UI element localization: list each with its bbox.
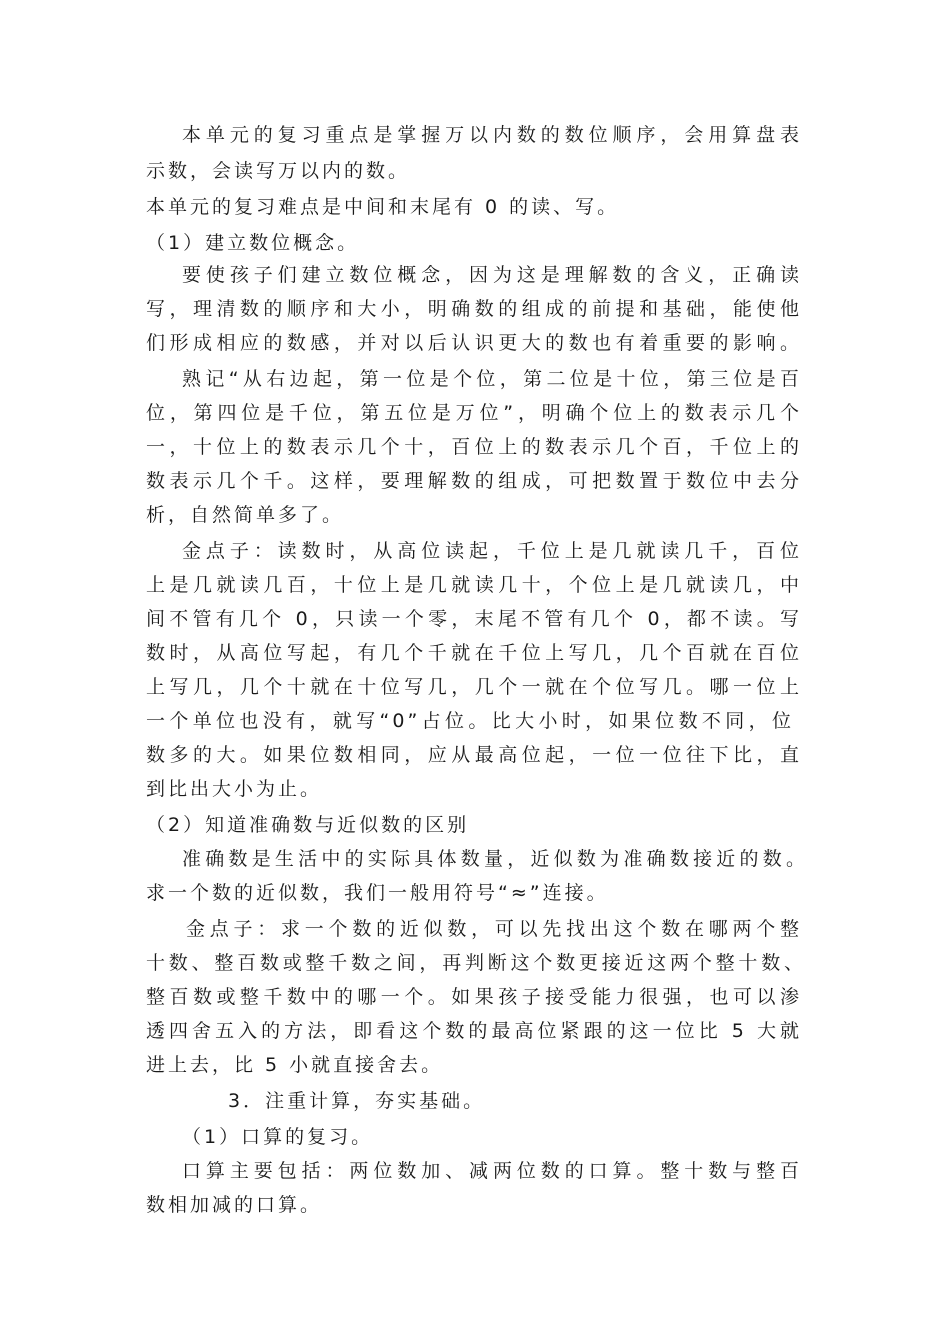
paragraph-line: 们形成相应的数感，并对以后认识更大的数也有着重要的影响。 <box>146 332 802 354</box>
paragraph-line: 整百数或整千数中的哪一个。如果孩子接受能力很强，也可以渗 <box>146 986 802 1008</box>
paragraph-line: 十数、整百数或整千数之间，再判断这个数更接近这两个整十数、 <box>146 952 806 974</box>
paragraph-line: 间不管有几个 0，只读一个零，末尾不管有几个 0，都不读。写 <box>146 608 802 630</box>
section-heading: 3．注重计算，夯实基础。 <box>228 1090 486 1112</box>
paragraph-line: 数相加减的口算。 <box>146 1194 323 1216</box>
paragraph-line: 示数，会读写万以内的数。 <box>146 160 411 182</box>
paragraph-line: 本单元的复习重点是掌握万以内数的数位顺序，会用算盘表 <box>182 124 802 146</box>
paragraph-line: 上是几就读几百，十位上是几就读几十，个位上是几就读几，中 <box>146 574 802 596</box>
paragraph-line: 透四舍五入的方法，即看这个数的最高位紧跟的这一位比 5 大就 <box>146 1020 802 1042</box>
section-heading: （1）口算的复习。 <box>182 1126 374 1148</box>
section-heading: （1）建立数位概念。 <box>146 232 360 254</box>
paragraph-line: 一个单位也没有，就写“0”占位。比大小时，如果位数不同，位 <box>146 710 794 732</box>
paragraph-line: 求一个数的近似数，我们一般用符号“≈”连接。 <box>146 882 609 904</box>
paragraph-line: 口算主要包括：两位数加、减两位数的口算。整十数与整百 <box>182 1160 802 1182</box>
paragraph-line: 本单元的复习难点是中间和末尾有 0 的读、写。 <box>146 196 620 218</box>
paragraph-line: 数时，从高位写起，有几个千就在千位上写几，几个百就在百位 <box>146 642 802 664</box>
paragraph-line: 准确数是生活中的实际具体数量，近似数为准确数接近的数。 <box>182 848 808 870</box>
paragraph-line: 位，第四位是千位，第五位是万位”，明确个位上的数表示几个 <box>146 402 802 424</box>
paragraph-line: 析，自然简单多了。 <box>146 504 345 526</box>
paragraph-line: 一，十位上的数表示几个十，百位上的数表示几个百，千位上的 <box>146 436 802 458</box>
paragraph-line: 熟记“从右边起，第一位是个位，第二位是十位，第三位是百 <box>182 368 802 390</box>
paragraph-line: 上写几，几个十就在十位写几，几个一就在个位写几。哪一位上 <box>146 676 802 698</box>
paragraph-line: 金点子：求一个数的近似数，可以先找出这个数在哪两个整 <box>186 918 802 940</box>
paragraph-line: 到比出大小为止。 <box>146 778 323 800</box>
paragraph-line: 数表示几个千。这样，要理解数的组成，可把数置于数位中去分 <box>146 470 802 492</box>
paragraph-line: 写，理清数的顺序和大小，明确数的组成的前提和基础，能使他 <box>146 298 802 320</box>
paragraph-line: 要使孩子们建立数位概念，因为这是理解数的含义，正确读 <box>182 264 802 286</box>
paragraph-line: 进上去，比 5 小就直接舍去。 <box>146 1054 444 1076</box>
section-heading: （2）知道准确数与近似数的区别 <box>146 814 470 836</box>
paragraph-line: 数多的大。如果位数相同，应从最高位起，一位一位往下比，直 <box>146 744 802 766</box>
paragraph-line: 金点子：读数时，从高位读起，千位上是几就读几千，百位 <box>182 540 802 562</box>
